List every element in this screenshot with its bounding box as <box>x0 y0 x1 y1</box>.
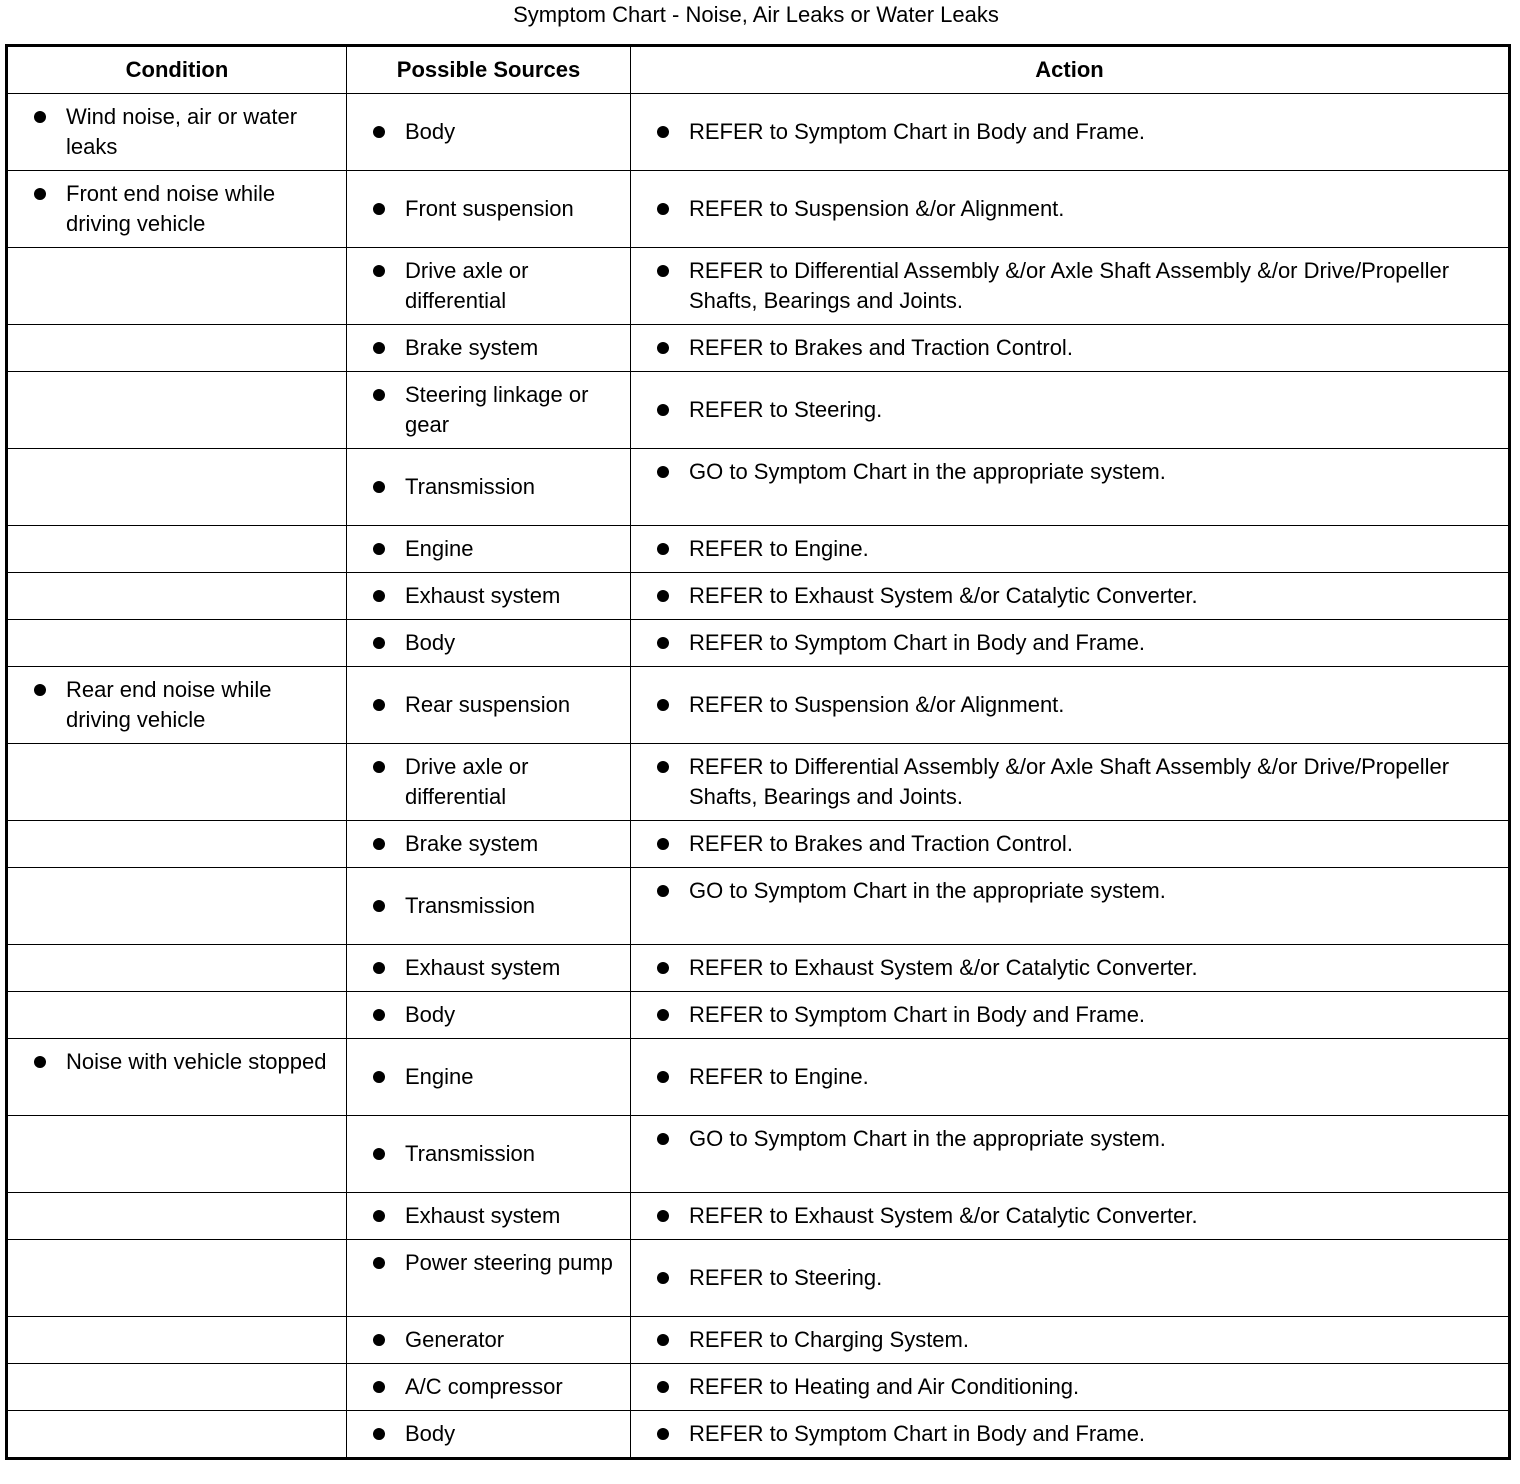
bullet-icon <box>373 1257 385 1269</box>
source-cell <box>347 1317 631 1364</box>
bullet-icon <box>657 1210 669 1222</box>
table-row <box>7 171 1510 248</box>
source-cell <box>347 1240 631 1317</box>
condition-cell <box>7 620 347 667</box>
condition-cell <box>7 325 347 372</box>
action-text: REFER to Symptom Chart in Body and Frame. <box>689 119 1146 144</box>
table-row <box>7 573 1510 620</box>
action-cell <box>631 526 1510 573</box>
bullet-icon <box>373 900 385 912</box>
condition-cell <box>7 868 347 945</box>
condition-text: Front end noise while driving vehicle <box>66 181 276 236</box>
action-text: REFER to Heating and Air Conditioning. <box>689 1374 1080 1399</box>
action-cell <box>631 821 1510 868</box>
condition-cell <box>7 1364 347 1411</box>
bullet-icon <box>373 389 385 401</box>
table-row <box>7 248 1510 325</box>
condition-cell <box>7 1317 347 1364</box>
condition-cell <box>7 94 347 171</box>
bullet-icon <box>657 838 669 850</box>
source-cell <box>347 325 631 372</box>
action-text: GO to Symptom Chart in the appropriate system. <box>689 878 1166 903</box>
condition-cell <box>7 945 347 992</box>
source-cell <box>347 1364 631 1411</box>
bullet-icon <box>657 1071 669 1083</box>
action-text: GO to Symptom Chart in the appropriate system. <box>689 459 1166 484</box>
source-cell <box>347 171 631 248</box>
action-cell <box>631 325 1510 372</box>
bullet-icon <box>657 466 669 478</box>
table-row <box>7 821 1510 868</box>
action-cell <box>631 94 1510 171</box>
condition-cell <box>7 821 347 868</box>
source-text: Body <box>405 1421 456 1446</box>
symptom-table <box>5 44 1511 1460</box>
table-row <box>7 620 1510 667</box>
bullet-icon <box>34 684 46 696</box>
bullet-icon <box>657 1009 669 1021</box>
action-cell <box>631 171 1510 248</box>
source-cell <box>347 573 631 620</box>
condition-cell <box>7 372 347 449</box>
bullet-icon <box>373 342 385 354</box>
bullet-icon <box>373 543 385 555</box>
bullet-icon <box>373 265 385 277</box>
header-action: Action <box>631 46 1510 94</box>
bullet-icon <box>657 126 669 138</box>
bullet-icon <box>657 1428 669 1440</box>
action-text: REFER to Suspension &/or Alignment. <box>689 196 1065 221</box>
bullet-icon <box>373 203 385 215</box>
action-cell <box>631 744 1510 821</box>
header-condition: Condition <box>7 46 347 94</box>
action-cell <box>631 449 1510 526</box>
bullet-icon <box>373 699 385 711</box>
bullet-icon <box>657 637 669 649</box>
source-text: Drive axle or differential <box>405 754 529 809</box>
condition-cell <box>7 1411 347 1459</box>
table-row <box>7 945 1510 992</box>
action-text: REFER to Exhaust System &/or Catalytic Converter. <box>689 955 1198 980</box>
source-cell <box>347 744 631 821</box>
action-cell <box>631 1039 1510 1116</box>
bullet-icon <box>373 481 385 493</box>
bullet-icon <box>657 1133 669 1145</box>
bullet-icon <box>373 1381 385 1393</box>
action-text: REFER to Charging System. <box>689 1327 969 1352</box>
source-cell <box>347 620 631 667</box>
condition-text: Rear end noise while driving vehicle <box>66 677 272 732</box>
bullet-icon <box>657 342 669 354</box>
table-row <box>7 868 1510 945</box>
source-cell <box>347 1411 631 1459</box>
source-text: Exhaust system <box>405 1203 561 1228</box>
bullet-icon <box>657 543 669 555</box>
condition-cell <box>7 573 347 620</box>
table-row <box>7 1039 1510 1116</box>
action-cell <box>631 620 1510 667</box>
bullet-icon <box>373 1071 385 1083</box>
action-cell <box>631 573 1510 620</box>
bullet-icon <box>657 1334 669 1346</box>
action-text: REFER to Steering. <box>689 397 883 422</box>
source-text: Front suspension <box>405 196 574 221</box>
action-cell <box>631 1116 1510 1193</box>
action-text: REFER to Steering. <box>689 1265 883 1290</box>
source-cell <box>347 992 631 1039</box>
action-cell <box>631 945 1510 992</box>
action-cell <box>631 248 1510 325</box>
bullet-icon <box>657 1381 669 1393</box>
action-text: REFER to Exhaust System &/or Catalytic Converter. <box>689 1203 1198 1228</box>
table-row <box>7 1193 1510 1240</box>
table-row <box>7 1411 1510 1459</box>
source-text: Body <box>405 630 456 655</box>
action-text: REFER to Symptom Chart in Body and Frame. <box>689 630 1146 655</box>
action-cell <box>631 1240 1510 1317</box>
source-cell <box>347 94 631 171</box>
table-row <box>7 526 1510 573</box>
action-text: GO to Symptom Chart in the appropriate system. <box>689 1126 1166 1151</box>
action-text: REFER to Symptom Chart in Body and Frame. <box>689 1421 1146 1446</box>
bullet-icon <box>657 203 669 215</box>
condition-cell <box>7 526 347 573</box>
condition-cell <box>7 248 347 325</box>
table-row <box>7 744 1510 821</box>
bullet-icon <box>657 761 669 773</box>
bullet-icon <box>373 1148 385 1160</box>
source-text: Exhaust system <box>405 955 561 980</box>
bullet-icon <box>657 404 669 416</box>
chart-title: Symptom Chart - Noise, Air Leaks or Water Leaks <box>513 2 999 27</box>
condition-cell <box>7 1116 347 1193</box>
condition-cell <box>7 171 347 248</box>
action-text: REFER to Engine. <box>689 536 869 561</box>
condition-cell <box>7 1193 347 1240</box>
source-cell <box>347 868 631 945</box>
source-cell <box>347 945 631 992</box>
action-text: REFER to Symptom Chart in Body and Frame. <box>689 1002 1146 1027</box>
action-text: REFER to Differential Assembly &/or Axle Shaft Assembly &/or Drive/Propeller Shafts, Bearings and Joints. <box>689 258 1450 313</box>
source-text: Power steering pump <box>405 1250 613 1275</box>
bullet-icon <box>657 1272 669 1284</box>
source-cell <box>347 1193 631 1240</box>
bullet-icon <box>657 885 669 897</box>
bullet-icon <box>373 962 385 974</box>
table-row <box>7 1116 1510 1193</box>
table-row <box>7 1317 1510 1364</box>
table-row <box>7 449 1510 526</box>
source-text: Brake system <box>405 335 539 360</box>
table-row <box>7 325 1510 372</box>
source-text: Transmission <box>405 893 535 918</box>
bullet-icon <box>373 1428 385 1440</box>
condition-cell <box>7 449 347 526</box>
bullet-icon <box>373 126 385 138</box>
action-text: REFER to Differential Assembly &/or Axle Shaft Assembly &/or Drive/Propeller Shafts, Bearings and Joints. <box>689 754 1450 809</box>
action-cell <box>631 1317 1510 1364</box>
table-row <box>7 94 1510 171</box>
source-text: Exhaust system <box>405 583 561 608</box>
action-cell <box>631 1364 1510 1411</box>
source-text: Rear suspension <box>405 692 571 717</box>
source-text: Brake system <box>405 831 539 856</box>
bullet-icon <box>657 590 669 602</box>
source-text: Drive axle or differential <box>405 258 529 313</box>
bullet-icon <box>373 1210 385 1222</box>
action-text: REFER to Brakes and Traction Control. <box>689 831 1073 856</box>
action-cell <box>631 667 1510 744</box>
table-row <box>7 1364 1510 1411</box>
source-text: Engine <box>405 536 474 561</box>
action-text: REFER to Engine. <box>689 1064 869 1089</box>
bullet-icon <box>657 265 669 277</box>
condition-cell <box>7 1240 347 1317</box>
source-text: Transmission <box>405 474 535 499</box>
source-cell <box>347 667 631 744</box>
action-cell <box>631 1411 1510 1459</box>
bullet-icon <box>34 188 46 200</box>
action-cell <box>631 992 1510 1039</box>
source-cell <box>347 248 631 325</box>
source-text: Generator <box>405 1327 505 1352</box>
action-cell <box>631 868 1510 945</box>
header-row <box>7 46 1510 94</box>
condition-text: Noise with vehicle stopped <box>66 1049 327 1074</box>
table-row <box>7 372 1510 449</box>
header-possible-sources: Possible Sources <box>347 46 631 94</box>
source-text: Steering linkage or gear <box>405 382 589 437</box>
bullet-icon <box>34 111 46 123</box>
source-text: A/C compressor <box>405 1374 563 1399</box>
table-row <box>7 667 1510 744</box>
bullet-icon <box>373 761 385 773</box>
bullet-icon <box>373 1334 385 1346</box>
table-row <box>7 992 1510 1039</box>
condition-cell <box>7 992 347 1039</box>
bullet-icon <box>657 699 669 711</box>
bullet-icon <box>373 1009 385 1021</box>
condition-cell <box>7 744 347 821</box>
source-cell <box>347 526 631 573</box>
table-row <box>7 1240 1510 1317</box>
bullet-icon <box>373 637 385 649</box>
source-text: Transmission <box>405 1141 535 1166</box>
source-cell <box>347 372 631 449</box>
source-cell <box>347 1039 631 1116</box>
action-text: REFER to Suspension &/or Alignment. <box>689 692 1065 717</box>
source-cell <box>347 821 631 868</box>
bullet-icon <box>373 590 385 602</box>
bullet-icon <box>373 838 385 850</box>
condition-cell <box>7 667 347 744</box>
source-cell <box>347 449 631 526</box>
bullet-icon <box>657 962 669 974</box>
condition-cell <box>7 1039 347 1116</box>
source-cell <box>347 1116 631 1193</box>
action-cell <box>631 372 1510 449</box>
source-text: Body <box>405 119 456 144</box>
source-text: Engine <box>405 1064 474 1089</box>
bullet-icon <box>34 1056 46 1068</box>
source-text: Body <box>405 1002 456 1027</box>
action-text: REFER to Brakes and Traction Control. <box>689 335 1073 360</box>
condition-text: Wind noise, air or water leaks <box>66 104 298 159</box>
action-cell <box>631 1193 1510 1240</box>
action-text: REFER to Exhaust System &/or Catalytic Converter. <box>689 583 1198 608</box>
